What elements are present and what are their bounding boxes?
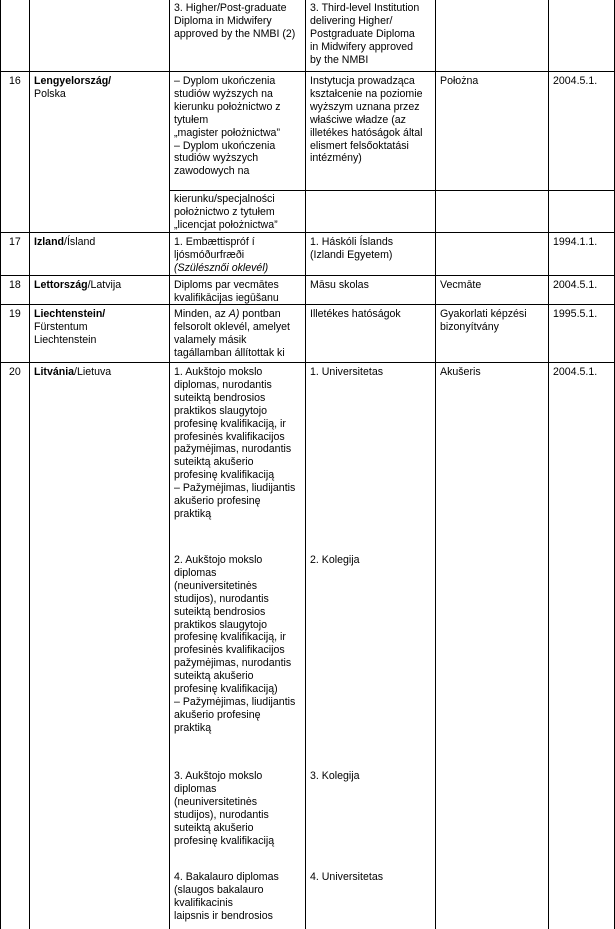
column-divider — [435, 0, 436, 929]
country-cell — [34, 75, 111, 101]
table-cell-professional-title: Vecmāte — [440, 279, 482, 291]
country-name-hungarian: Izland — [34, 236, 65, 248]
table-cell-diploma: 3. Aukštojo mokslo diplomas (neuniversitetinės studijos), nurodantis suteiktą akušerio profesinę kvalifikaciją — [174, 770, 275, 847]
column-divider — [29, 0, 30, 929]
column-divider — [305, 0, 306, 929]
row-divider — [0, 275, 615, 276]
table-cell-diploma — [174, 236, 268, 275]
table-cell-issuing-body: 1. Universitetas — [310, 366, 384, 378]
country-cell — [34, 308, 105, 347]
table-cell-issuing-body: 4. Universitetas — [310, 871, 384, 883]
table-cell-issuing-body: Illetékes hatóságok — [310, 308, 401, 320]
table-cell-reference-date: 2004.5.1. — [553, 366, 598, 378]
country-name-local: Polska — [34, 87, 66, 100]
country-name-hungarian: Lettország — [34, 279, 88, 291]
table-cell-issuing-body: 3. Kolegija — [310, 770, 360, 782]
table-cell-diploma — [174, 308, 290, 360]
diploma-text: Minden, az — [174, 308, 229, 320]
row-number: 18 — [9, 279, 21, 291]
row-divider — [0, 362, 615, 363]
country-name-local: /Ísland — [64, 236, 96, 248]
country-name-local: /Latvija — [87, 279, 122, 291]
table-cell-reference-date: 1995.5.1. — [553, 308, 598, 320]
table-cell-diploma: 3. Higher/Post-graduate Diploma in Midwifery approved by the NMBI (2) — [174, 2, 296, 40]
row-divider — [0, 71, 615, 72]
table-cell-issuing-body: 3. Third-level Institution delivering Higher/ Postgraduate Diploma in Midwifery approved by the NMBI — [310, 2, 420, 66]
table-border-left — [0, 0, 1, 929]
table-cell-reference-date: 2004.5.1. — [553, 279, 598, 291]
table-cell-diploma: 1. Aukštojo mokslo diplomas, nurodantis suteiktą bendrosios praktikos slaugytojo profesinę kvalifikaciją, ir profesinės kvalifikacijos pažymėjimas, nurodantis suteiktą akušerio profesinę kvalifikaciją – Pažymėjimas, liudijantis akušerio profesinę praktiką — [174, 366, 296, 520]
table-cell-issuing-body: 2. Kolegija — [310, 554, 360, 566]
section-reference: A) — [228, 308, 240, 320]
table-cell-professional-title: Gyakorlati képzési bizonyítvány — [440, 308, 527, 333]
row-number: 17 — [9, 236, 21, 248]
table-cell-reference-date: 1994.1.1. — [553, 236, 598, 248]
diploma-name: 1. Embættispróf í ljósmóðurfræði — [174, 236, 255, 261]
country-name-hungarian: Liechtenstein/ — [34, 308, 106, 320]
row-number: 16 — [9, 75, 21, 87]
country-name-hungarian: Lengyelország/ — [34, 75, 112, 87]
table-cell-issuing-body: 1. Háskóli Íslands (Izlandi Egyetem) — [310, 236, 394, 261]
table-cell-diploma: Diploms par vecmātes kvalifikācijas iegūšanu — [174, 279, 279, 304]
table-cell-diploma: 4. Bakalauro diplomas (slaugos bakalauro kvalifikacinis laipsnis ir bendrosios — [174, 871, 279, 922]
row-divider — [169, 190, 615, 191]
column-divider — [548, 0, 549, 929]
column-divider — [169, 0, 170, 929]
table-cell-diploma: – Dyplom ukończenia studiów wyższych na kierunku położnictwo z tytułem „magister położnictwa” – Dyplom ukończenia studiów wyższych zawodowych na — [174, 75, 281, 178]
table-cell-issuing-body: Instytucja prowadząca kształcenie na poziomie wyższym uznana przez właściwe władze (az illetékes hatóságok által elismert felsőoktatási intézmény) — [310, 75, 423, 165]
country-cell — [34, 279, 121, 292]
table-cell-diploma: 2. Aukštojo mokslo diplomas (neuniversitetinės studijos), nurodantis suteiktą bendrosios praktikos slaugytojo profesinę kvalifikaciją, ir profesinės kvalifikacijos pažymėjimas, nurodantis suteiktą akušerio profesinę kvalifikaciją) – Pažymėjimas, liudijantis akušerio profesinę praktiką — [174, 554, 296, 734]
country-name-local: Fürstentum Liechtenstein — [34, 320, 97, 346]
country-name-local: /Lietuva — [74, 366, 112, 378]
country-name-hungarian: Litvánia — [34, 366, 75, 378]
country-cell — [34, 236, 95, 249]
row-divider — [0, 304, 615, 305]
table-cell-issuing-body: Māsu skolas — [310, 279, 369, 291]
diploma-text: pontban felsorolt oklevél, amelyet valamely másik tagállamban állítottak ki — [174, 308, 290, 359]
table-cell-reference-date: 2004.5.1. — [553, 75, 598, 87]
country-cell — [34, 366, 111, 379]
table-cell-diploma: kierunku/specjalności położnictwo z tytułem „licencjat położnictwa” — [174, 193, 278, 231]
table-cell-professional-title: Położna — [440, 75, 479, 87]
table-cell-professional-title: Akušeris — [440, 366, 481, 378]
diploma-translation: (Szülésznői oklevél) — [174, 261, 269, 274]
row-number: 20 — [9, 366, 21, 378]
row-number: 19 — [9, 308, 21, 320]
row-divider — [0, 232, 615, 233]
